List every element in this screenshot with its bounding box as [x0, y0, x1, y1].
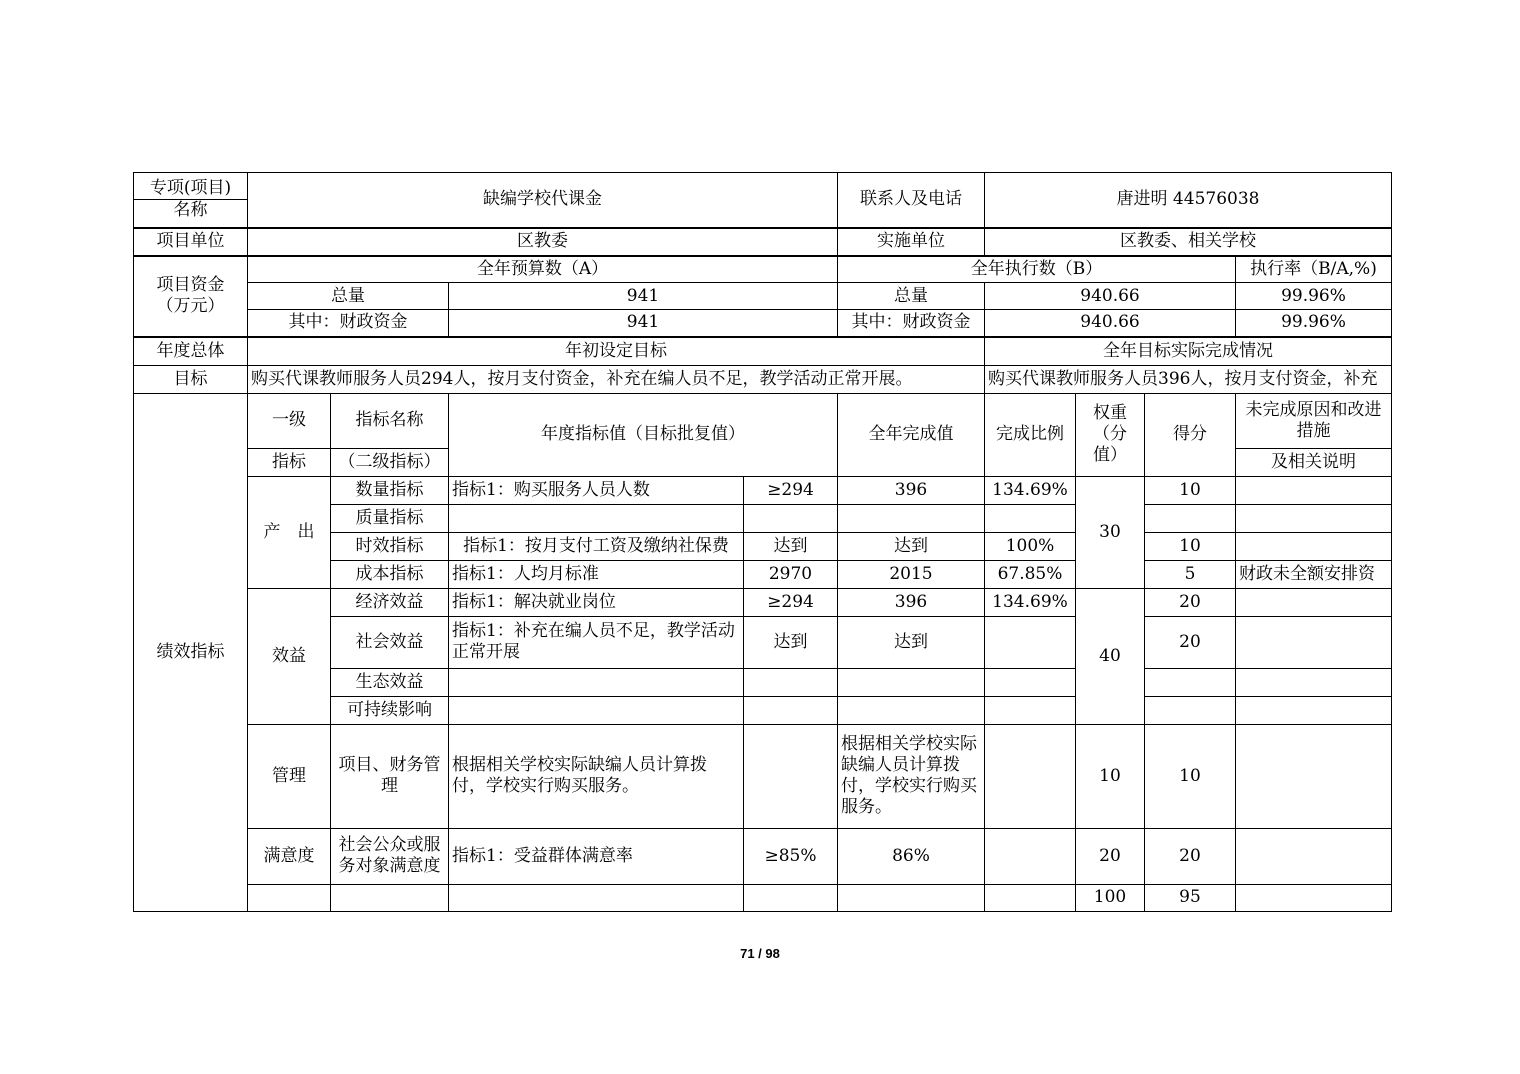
indicator-actual — [838, 696, 985, 724]
indicator-ratio — [985, 668, 1076, 696]
indicator-desc: 指标1：购买服务人员人数 — [449, 476, 744, 504]
indicator-actual: 396 — [838, 588, 985, 616]
benefit-category: 效益 — [248, 588, 331, 724]
indicator-ratio — [985, 828, 1076, 884]
project-name-label — [134, 173, 248, 228]
indicator-ratio: 100% — [985, 532, 1076, 560]
output-category: 产 出 — [248, 476, 331, 588]
indicator-target: ≥294 — [744, 476, 838, 504]
management-weight: 10 — [1076, 724, 1145, 828]
indicator-target — [744, 668, 838, 696]
total-empty-6 — [985, 884, 1076, 911]
indicator-actual: 达到 — [838, 616, 985, 668]
project-unit: 区教委 — [248, 228, 838, 256]
indicator-actual: 达到 — [838, 532, 985, 560]
funds-label-line2: （万元） — [156, 296, 225, 316]
indicator-reason — [1236, 588, 1392, 616]
header-weight — [1076, 393, 1145, 476]
header-level1-b: 指标 — [248, 448, 331, 476]
goal-actual-text: 购买代课教师服务人员396人，按月支付资金，补充 — [985, 365, 1392, 393]
output-weight: 30 — [1076, 476, 1145, 588]
impl-unit-label: 实施单位 — [838, 228, 985, 256]
indicator-desc: 根据相关学校实际缺编人员计算拨付，学校实行购买服务。 — [449, 724, 744, 828]
output-row — [134, 476, 1392, 504]
rate-header: 执行率（B/A,%) — [1236, 256, 1392, 283]
exec-total: 940.66 — [985, 283, 1236, 310]
indicator-target — [744, 696, 838, 724]
indicator-reason — [1236, 828, 1392, 884]
total-empty-1 — [248, 884, 331, 911]
indicator-ratio: 134.69% — [985, 588, 1076, 616]
total-row — [134, 884, 1392, 911]
indicator-desc: 指标1：按月支付工资及缴纳社保费 — [449, 532, 744, 560]
indicator-reason: 财政未全额安排资 — [1236, 560, 1392, 588]
header-actual: 全年完成值 — [838, 393, 985, 476]
indicator-score — [1145, 668, 1236, 696]
indicator-ratio: 67.85% — [985, 560, 1076, 588]
indicator-score: 10 — [1145, 476, 1236, 504]
indicator-target: ≥294 — [744, 588, 838, 616]
project-unit-label: 项目单位 — [134, 228, 248, 256]
indicator-score: 20 — [1145, 828, 1236, 884]
performance-table — [133, 172, 1392, 912]
indicator-desc: 指标1：补充在编人员不足，教学活动正常开展 — [449, 616, 744, 668]
indicator-score: 20 — [1145, 588, 1236, 616]
indicator-reason — [1236, 476, 1392, 504]
indicator-desc: 指标1：人均月标准 — [449, 560, 744, 588]
indicator-actual: 2015 — [838, 560, 985, 588]
indicator-ratio: 134.69% — [985, 476, 1076, 504]
funds-label — [134, 256, 248, 337]
header-weight-b: （分 — [1093, 424, 1127, 444]
header-weight-c: 值） — [1093, 445, 1127, 465]
project-name: 缺编学校代课金 — [248, 173, 838, 228]
total-empty-2 — [331, 884, 449, 911]
header-score: 得分 — [1145, 393, 1236, 476]
contact-label: 联系人及电话 — [838, 173, 985, 228]
indicator-ratio — [985, 504, 1076, 532]
budget-total-label: 总量 — [248, 283, 449, 310]
indicator-score — [1145, 696, 1236, 724]
goal-label-line1: 年度总体 — [134, 338, 247, 366]
satisfaction-row — [134, 828, 1392, 884]
indicator-score — [1145, 504, 1236, 532]
indicator-reason — [1236, 616, 1392, 668]
indicator-desc: 指标1：解决就业岗位 — [449, 588, 744, 616]
budget-fiscal-label: 其中：财政资金 — [248, 310, 449, 337]
exec-header: 全年执行数（B） — [838, 256, 1236, 283]
indicator-name: 可持续影响 — [331, 696, 449, 724]
indicator-name: 时效指标 — [331, 532, 449, 560]
total-empty-3 — [449, 884, 744, 911]
indicator-reason — [1236, 724, 1392, 828]
total-empty-5 — [838, 884, 985, 911]
goal-actual-header: 全年目标实际完成情况 — [985, 337, 1392, 366]
header-reason-c: 及相关说明 — [1236, 448, 1392, 476]
funds-label-line1: 项目资金 — [156, 275, 225, 295]
indicator-actual — [838, 668, 985, 696]
indicators-section-label: 绩效指标 — [134, 393, 248, 911]
header-reason-a: 未完成原因和改进 — [1245, 399, 1382, 420]
indicator-actual: 396 — [838, 476, 985, 504]
header-reason-b: 措施 — [1296, 420, 1331, 441]
indicator-name: 项目、财务管理 — [331, 724, 449, 828]
management-category: 管理 — [248, 724, 331, 828]
page-number: 71 / 98 — [740, 946, 780, 961]
goal-set-text: 购买代课教师服务人员294人，按月支付资金，补充在编人员不足，教学活动正常开展。 — [248, 365, 985, 393]
project-name-label-line1: 专项(项目) — [134, 178, 247, 200]
indicator-desc — [449, 504, 744, 532]
indicator-actual: 根据相关学校实际缺编人员计算拨付，学校实行购买服务。 — [838, 724, 985, 828]
contact-value: 唐进明 44576038 — [985, 173, 1392, 228]
indicator-target: 达到 — [744, 532, 838, 560]
exec-total-label: 总量 — [838, 283, 985, 310]
header-target: 年度指标值（目标批复值） — [449, 393, 838, 476]
impl-unit: 区教委、相关学校 — [985, 228, 1392, 256]
satisfaction-category: 满意度 — [248, 828, 331, 884]
header-reason-ab — [1236, 393, 1392, 448]
header-ratio: 完成比例 — [985, 393, 1076, 476]
indicator-score: 20 — [1145, 616, 1236, 668]
satisfaction-weight: 20 — [1076, 828, 1145, 884]
indicator-target: ≥85% — [744, 828, 838, 884]
indicator-reason — [1236, 504, 1392, 532]
total-empty-7 — [1236, 884, 1392, 911]
indicator-desc: 指标1：受益群体满意率 — [449, 828, 744, 884]
header-level1-a: 一级 — [248, 393, 331, 448]
indicator-desc — [449, 696, 744, 724]
indicator-target: 2970 — [744, 560, 838, 588]
benefit-weight: 40 — [1076, 588, 1145, 724]
indicator-reason — [1236, 696, 1392, 724]
total-empty-4 — [744, 884, 838, 911]
indicator-name: 社会公众或服务对象满意度 — [331, 828, 449, 884]
indicator-score: 10 — [1145, 724, 1236, 828]
indicator-ratio — [985, 696, 1076, 724]
indicator-reason — [1236, 668, 1392, 696]
indicator-name: 成本指标 — [331, 560, 449, 588]
benefit-row — [134, 588, 1392, 616]
indicator-reason — [1236, 532, 1392, 560]
indicator-target — [744, 724, 838, 828]
indicator-target: 达到 — [744, 616, 838, 668]
rate-fiscal: 99.96% — [1236, 310, 1392, 337]
total-weight: 100 — [1076, 884, 1145, 911]
management-row — [134, 724, 1392, 828]
header-name-a: 指标名称 — [331, 393, 449, 448]
indicator-name: 质量指标 — [331, 504, 449, 532]
indicator-name: 社会效益 — [331, 616, 449, 668]
indicator-score: 5 — [1145, 560, 1236, 588]
indicator-ratio — [985, 724, 1076, 828]
indicator-actual: 86% — [838, 828, 985, 884]
header-name-b: （二级指标） — [331, 448, 449, 476]
indicator-name: 数量指标 — [331, 476, 449, 504]
goal-label — [134, 337, 248, 394]
indicator-name: 生态效益 — [331, 668, 449, 696]
header-weight-a: 权重 — [1093, 403, 1127, 423]
project-name-label-line2: 名称 — [173, 200, 208, 221]
budget-fiscal: 941 — [449, 310, 838, 337]
indicator-name: 经济效益 — [331, 588, 449, 616]
rate-total: 99.96% — [1236, 283, 1392, 310]
indicator-ratio — [985, 616, 1076, 668]
total-score: 95 — [1145, 884, 1236, 911]
budget-total: 941 — [449, 283, 838, 310]
indicator-actual — [838, 504, 985, 532]
indicator-desc — [449, 668, 744, 696]
goal-label-line2: 目标 — [173, 368, 208, 389]
goal-set-header: 年初设定目标 — [248, 337, 985, 366]
indicator-target — [744, 504, 838, 532]
exec-fiscal: 940.66 — [985, 310, 1236, 337]
indicator-score: 10 — [1145, 532, 1236, 560]
exec-fiscal-label: 其中：财政资金 — [838, 310, 985, 337]
budget-header: 全年预算数（A） — [248, 256, 838, 283]
